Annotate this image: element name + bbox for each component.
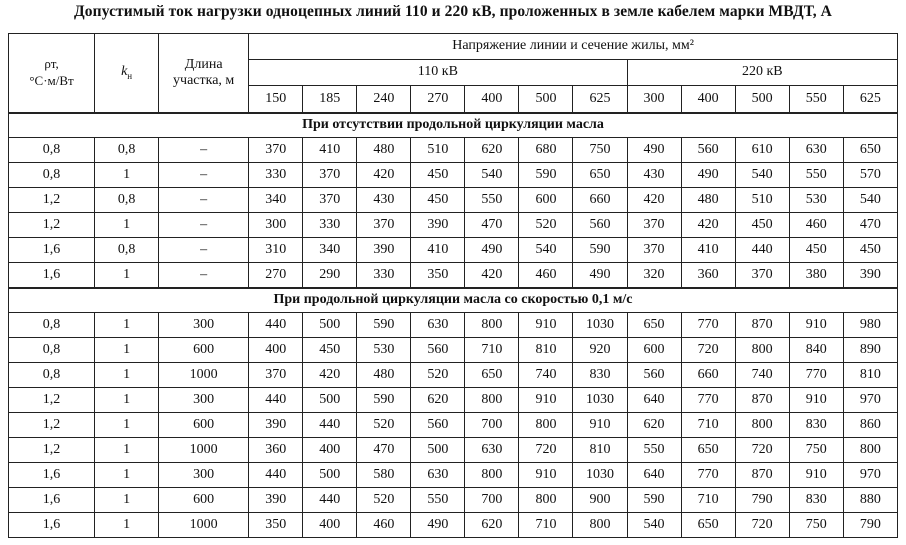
group-header-row: [9, 113, 898, 138]
cell-current-110: 500: [411, 438, 465, 463]
cell-current-110: 620: [465, 138, 519, 163]
header-length-line1: Длина: [184, 56, 223, 72]
cell-length: –: [159, 263, 249, 289]
header-section-220-4: 625: [843, 86, 897, 114]
cell-current-110: 370: [357, 213, 411, 238]
cell-current-110: 560: [411, 413, 465, 438]
cell-current-110: 910: [519, 388, 573, 413]
cell-current-110: 450: [411, 163, 465, 188]
cell-current-220: 640: [627, 463, 681, 488]
cell-current-110: 710: [519, 513, 573, 538]
cell-current-220: 560: [681, 138, 735, 163]
cell-current-110: 390: [357, 238, 411, 263]
cell-current-220: 840: [789, 338, 843, 363]
cell-current-110: 400: [303, 438, 357, 463]
cell-current-110: 400: [303, 513, 357, 538]
cell-current-110: 660: [573, 188, 627, 213]
cell-current-110: 330: [249, 163, 303, 188]
cell-current-220: 880: [843, 488, 897, 513]
cell-current-110: 900: [573, 488, 627, 513]
header-section-220-0: 300: [627, 86, 681, 114]
cell-current-220: 860: [843, 413, 897, 438]
cell-current-110: 600: [519, 188, 573, 213]
cell-current-110: 460: [357, 513, 411, 538]
cell-current-110: 590: [573, 238, 627, 263]
cell-current-220: 720: [681, 338, 735, 363]
header-rho: [9, 34, 95, 114]
header-section-220-1: 400: [681, 86, 735, 114]
cell-current-110: 330: [303, 213, 357, 238]
table-row: [9, 363, 898, 388]
header-section-110-4: 400: [465, 86, 519, 114]
cell-current-220: 810: [843, 363, 897, 388]
header-k-subscript: н: [127, 71, 133, 82]
table-body: [9, 113, 898, 538]
cell-current-110: 650: [465, 363, 519, 388]
table-row: [9, 463, 898, 488]
cell-current-110: 490: [411, 513, 465, 538]
cell-rho: 0,8: [9, 138, 95, 163]
cell-current-220: 480: [681, 188, 735, 213]
current-load-table: [8, 33, 898, 538]
cell-current-110: 720: [519, 438, 573, 463]
cell-current-110: 560: [573, 213, 627, 238]
cell-current-220: 370: [627, 238, 681, 263]
cell-k: 0,8: [95, 188, 159, 213]
cell-current-110: 370: [249, 138, 303, 163]
cell-current-110: 290: [303, 263, 357, 289]
cell-current-220: 320: [627, 263, 681, 289]
cell-current-220: 650: [843, 138, 897, 163]
cell-current-220: 550: [627, 438, 681, 463]
cell-current-110: 440: [249, 463, 303, 488]
header-110kv: 110 кВ: [249, 60, 627, 86]
cell-current-220: 540: [627, 513, 681, 538]
group-label: При продольной циркуляции масла со скоростью 0,1 м/с: [9, 288, 898, 313]
cell-current-220: 550: [789, 163, 843, 188]
cell-current-110: 500: [303, 463, 357, 488]
header-section-110-0: 150: [249, 86, 303, 114]
cell-current-220: 750: [789, 438, 843, 463]
cell-k: 1: [95, 313, 159, 338]
cell-current-220: 980: [843, 313, 897, 338]
header-length-line2: участка, м: [173, 73, 235, 88]
table-row: [9, 213, 898, 238]
cell-current-220: 910: [789, 313, 843, 338]
cell-current-220: 830: [789, 413, 843, 438]
cell-current-220: 610: [735, 138, 789, 163]
cell-length: 600: [159, 413, 249, 438]
cell-current-110: 420: [465, 263, 519, 289]
cell-current-110: 1030: [573, 313, 627, 338]
cell-current-110: 460: [519, 263, 573, 289]
cell-rho: 1,6: [9, 238, 95, 263]
cell-current-220: 720: [735, 438, 789, 463]
cell-k: 1: [95, 488, 159, 513]
cell-current-110: 390: [249, 488, 303, 513]
cell-current-110: 450: [303, 338, 357, 363]
cell-current-110: 590: [519, 163, 573, 188]
cell-current-110: 580: [357, 463, 411, 488]
cell-k: 1: [95, 338, 159, 363]
header-section-110-3: 270: [411, 86, 465, 114]
cell-current-110: 360: [249, 438, 303, 463]
cell-current-220: 380: [789, 263, 843, 289]
table-row: [9, 513, 898, 538]
cell-current-110: 710: [465, 338, 519, 363]
cell-current-220: 370: [627, 213, 681, 238]
cell-current-110: 520: [519, 213, 573, 238]
cell-length: –: [159, 138, 249, 163]
cell-current-110: 800: [465, 313, 519, 338]
cell-current-110: 270: [249, 263, 303, 289]
cell-current-220: 410: [681, 238, 735, 263]
table-row: [9, 413, 898, 438]
cell-current-110: 340: [249, 188, 303, 213]
cell-current-220: 970: [843, 463, 897, 488]
cell-k: 0,8: [95, 238, 159, 263]
cell-current-220: 430: [627, 163, 681, 188]
cell-current-110: 340: [303, 238, 357, 263]
header-section-220-2: 500: [735, 86, 789, 114]
cell-current-110: 620: [465, 513, 519, 538]
cell-current-220: 360: [681, 263, 735, 289]
cell-current-220: 870: [735, 388, 789, 413]
cell-length: 600: [159, 488, 249, 513]
cell-k: 1: [95, 213, 159, 238]
header-section-110-6: 625: [573, 86, 627, 114]
cell-current-110: 410: [303, 138, 357, 163]
cell-current-220: 390: [843, 263, 897, 289]
table-row: [9, 138, 898, 163]
cell-current-110: 910: [573, 413, 627, 438]
cell-current-110: 590: [357, 388, 411, 413]
cell-current-110: 390: [411, 213, 465, 238]
cell-rho: 0,8: [9, 338, 95, 363]
cell-current-110: 480: [357, 138, 411, 163]
cell-current-110: 630: [411, 313, 465, 338]
cell-k: 1: [95, 463, 159, 488]
cell-rho: 1,2: [9, 413, 95, 438]
cell-current-220: 870: [735, 463, 789, 488]
cell-current-110: 350: [249, 513, 303, 538]
cell-current-220: 770: [789, 363, 843, 388]
cell-rho: 1,6: [9, 513, 95, 538]
cell-current-110: 330: [357, 263, 411, 289]
cell-current-110: 910: [519, 313, 573, 338]
cell-current-220: 870: [735, 313, 789, 338]
cell-current-220: 490: [681, 163, 735, 188]
cell-current-220: 620: [627, 413, 681, 438]
cell-current-110: 420: [303, 363, 357, 388]
cell-current-110: 370: [249, 363, 303, 388]
cell-current-110: 500: [303, 313, 357, 338]
cell-k: 0,8: [95, 138, 159, 163]
cell-current-220: 460: [789, 213, 843, 238]
cell-current-220: 910: [789, 463, 843, 488]
header-rho-symbol: ρт,: [44, 56, 59, 72]
cell-k: 1: [95, 388, 159, 413]
cell-length: 1000: [159, 513, 249, 538]
cell-current-220: 650: [681, 438, 735, 463]
cell-current-220: 800: [735, 338, 789, 363]
group-header-row: [9, 288, 898, 313]
cell-current-110: 440: [303, 413, 357, 438]
cell-current-220: 970: [843, 388, 897, 413]
cell-k: 1: [95, 413, 159, 438]
cell-current-220: 800: [843, 438, 897, 463]
cell-current-220: 630: [789, 138, 843, 163]
cell-current-110: 800: [573, 513, 627, 538]
cell-current-220: 600: [627, 338, 681, 363]
cell-current-110: 480: [357, 363, 411, 388]
header-section-220-3: 550: [789, 86, 843, 114]
cell-current-110: 800: [519, 413, 573, 438]
cell-current-110: 410: [411, 238, 465, 263]
cell-current-220: 420: [681, 213, 735, 238]
cell-rho: 0,8: [9, 313, 95, 338]
cell-rho: 1,2: [9, 188, 95, 213]
cell-current-110: 400: [249, 338, 303, 363]
cell-length: –: [159, 163, 249, 188]
cell-rho: 1,6: [9, 263, 95, 289]
cell-current-220: 710: [681, 488, 735, 513]
table-row: [9, 313, 898, 338]
cell-current-110: 560: [411, 338, 465, 363]
cell-current-220: 420: [627, 188, 681, 213]
cell-current-220: 740: [735, 363, 789, 388]
cell-current-110: 520: [411, 363, 465, 388]
cell-current-220: 770: [681, 388, 735, 413]
header-rho-unit: °С·м/Вт: [29, 73, 74, 88]
cell-k: 1: [95, 163, 159, 188]
cell-current-110: 490: [573, 263, 627, 289]
cell-current-220: 590: [627, 488, 681, 513]
cell-current-220: 540: [843, 188, 897, 213]
table-row: [9, 438, 898, 463]
cell-rho: 1,6: [9, 488, 95, 513]
cell-k: 1: [95, 363, 159, 388]
cell-rho: 1,6: [9, 463, 95, 488]
header-voltage-section: Напряжение линии и сечение жилы, мм²: [249, 34, 898, 60]
cell-current-220: 650: [627, 313, 681, 338]
cell-current-110: 520: [357, 488, 411, 513]
cell-current-110: 470: [357, 438, 411, 463]
cell-current-220: 570: [843, 163, 897, 188]
cell-current-110: 1030: [573, 388, 627, 413]
cell-length: 1000: [159, 438, 249, 463]
cell-current-220: 720: [735, 513, 789, 538]
cell-current-220: 800: [735, 413, 789, 438]
cell-rho: 1,2: [9, 388, 95, 413]
cell-current-110: 830: [573, 363, 627, 388]
cell-current-110: 630: [411, 463, 465, 488]
cell-k: 1: [95, 438, 159, 463]
cell-current-110: 440: [303, 488, 357, 513]
cell-current-220: 660: [681, 363, 735, 388]
cell-current-220: 790: [735, 488, 789, 513]
cell-length: –: [159, 188, 249, 213]
cell-current-110: 440: [249, 313, 303, 338]
cell-current-220: 450: [735, 213, 789, 238]
cell-current-110: 420: [357, 163, 411, 188]
cell-current-220: 650: [681, 513, 735, 538]
cell-current-110: 390: [249, 413, 303, 438]
table-row: [9, 338, 898, 363]
cell-current-110: 370: [303, 188, 357, 213]
cell-current-110: 700: [465, 488, 519, 513]
cell-current-220: 640: [627, 388, 681, 413]
table-row: [9, 163, 898, 188]
cell-length: 300: [159, 388, 249, 413]
cell-current-110: 440: [249, 388, 303, 413]
cell-current-110: 700: [465, 413, 519, 438]
table-title: Допустимый ток нагрузки одноцепных линий 110 и 220 кВ, проложенных в земле кабелем марки МВДТ, А: [74, 3, 832, 20]
cell-current-110: 920: [573, 338, 627, 363]
cell-current-110: 650: [573, 163, 627, 188]
cell-current-110: 680: [519, 138, 573, 163]
header-k-symbol: k: [121, 64, 128, 80]
cell-current-110: 540: [465, 163, 519, 188]
cell-current-220: 830: [789, 488, 843, 513]
cell-rho: 0,8: [9, 363, 95, 388]
cell-current-110: 350: [411, 263, 465, 289]
cell-current-220: 560: [627, 363, 681, 388]
cell-current-110: 590: [357, 313, 411, 338]
cell-current-110: 430: [357, 188, 411, 213]
cell-current-110: 810: [519, 338, 573, 363]
header-section-110-1: 185: [303, 86, 357, 114]
cell-current-220: 710: [681, 413, 735, 438]
cell-current-220: 770: [681, 313, 735, 338]
table-row: [9, 188, 898, 213]
cell-k: 1: [95, 513, 159, 538]
cell-current-110: 530: [357, 338, 411, 363]
cell-current-220: 450: [789, 238, 843, 263]
cell-current-110: 740: [519, 363, 573, 388]
cell-current-110: 450: [411, 188, 465, 213]
table-row: [9, 238, 898, 263]
cell-current-220: 770: [681, 463, 735, 488]
cell-current-110: 540: [519, 238, 573, 263]
cell-current-220: 470: [843, 213, 897, 238]
cell-current-220: 370: [735, 263, 789, 289]
cell-length: 600: [159, 338, 249, 363]
cell-k: 1: [95, 263, 159, 289]
cell-current-110: 470: [465, 213, 519, 238]
cell-current-110: 550: [465, 188, 519, 213]
table-row: [9, 388, 898, 413]
cell-current-110: 800: [465, 388, 519, 413]
cell-current-220: 510: [735, 188, 789, 213]
cell-current-220: 890: [843, 338, 897, 363]
cell-current-220: 540: [735, 163, 789, 188]
cell-current-110: 750: [573, 138, 627, 163]
table-row: [9, 263, 898, 289]
cell-current-110: 300: [249, 213, 303, 238]
table-row: [9, 488, 898, 513]
header-section-110-2: 240: [357, 86, 411, 114]
cell-current-220: 910: [789, 388, 843, 413]
cell-current-220: 530: [789, 188, 843, 213]
cell-current-220: 490: [627, 138, 681, 163]
cell-current-110: 620: [411, 388, 465, 413]
cell-length: –: [159, 213, 249, 238]
cell-current-110: 490: [465, 238, 519, 263]
cell-current-110: 630: [465, 438, 519, 463]
cell-current-220: 790: [843, 513, 897, 538]
cell-current-220: 450: [843, 238, 897, 263]
cell-length: 300: [159, 313, 249, 338]
cell-length: –: [159, 238, 249, 263]
cell-current-110: 500: [303, 388, 357, 413]
header-length: [159, 34, 249, 114]
cell-current-110: 510: [411, 138, 465, 163]
cell-rho: 0,8: [9, 163, 95, 188]
cell-current-110: 800: [519, 488, 573, 513]
header-k: [95, 34, 159, 114]
cell-current-110: 910: [519, 463, 573, 488]
cell-current-220: 440: [735, 238, 789, 263]
cell-current-110: 800: [465, 463, 519, 488]
cell-current-110: 550: [411, 488, 465, 513]
cell-rho: 1,2: [9, 438, 95, 463]
header-section-110-5: 500: [519, 86, 573, 114]
cell-rho: 1,2: [9, 213, 95, 238]
group-label: При отсутствии продольной циркуляции масла: [9, 113, 898, 138]
cell-current-110: 310: [249, 238, 303, 263]
cell-current-110: 370: [303, 163, 357, 188]
cell-length: 300: [159, 463, 249, 488]
header-220kv: 220 кВ: [627, 60, 897, 86]
cell-length: 1000: [159, 363, 249, 388]
cell-current-110: 1030: [573, 463, 627, 488]
cell-current-110: 520: [357, 413, 411, 438]
cell-current-220: 750: [789, 513, 843, 538]
cell-current-110: 810: [573, 438, 627, 463]
